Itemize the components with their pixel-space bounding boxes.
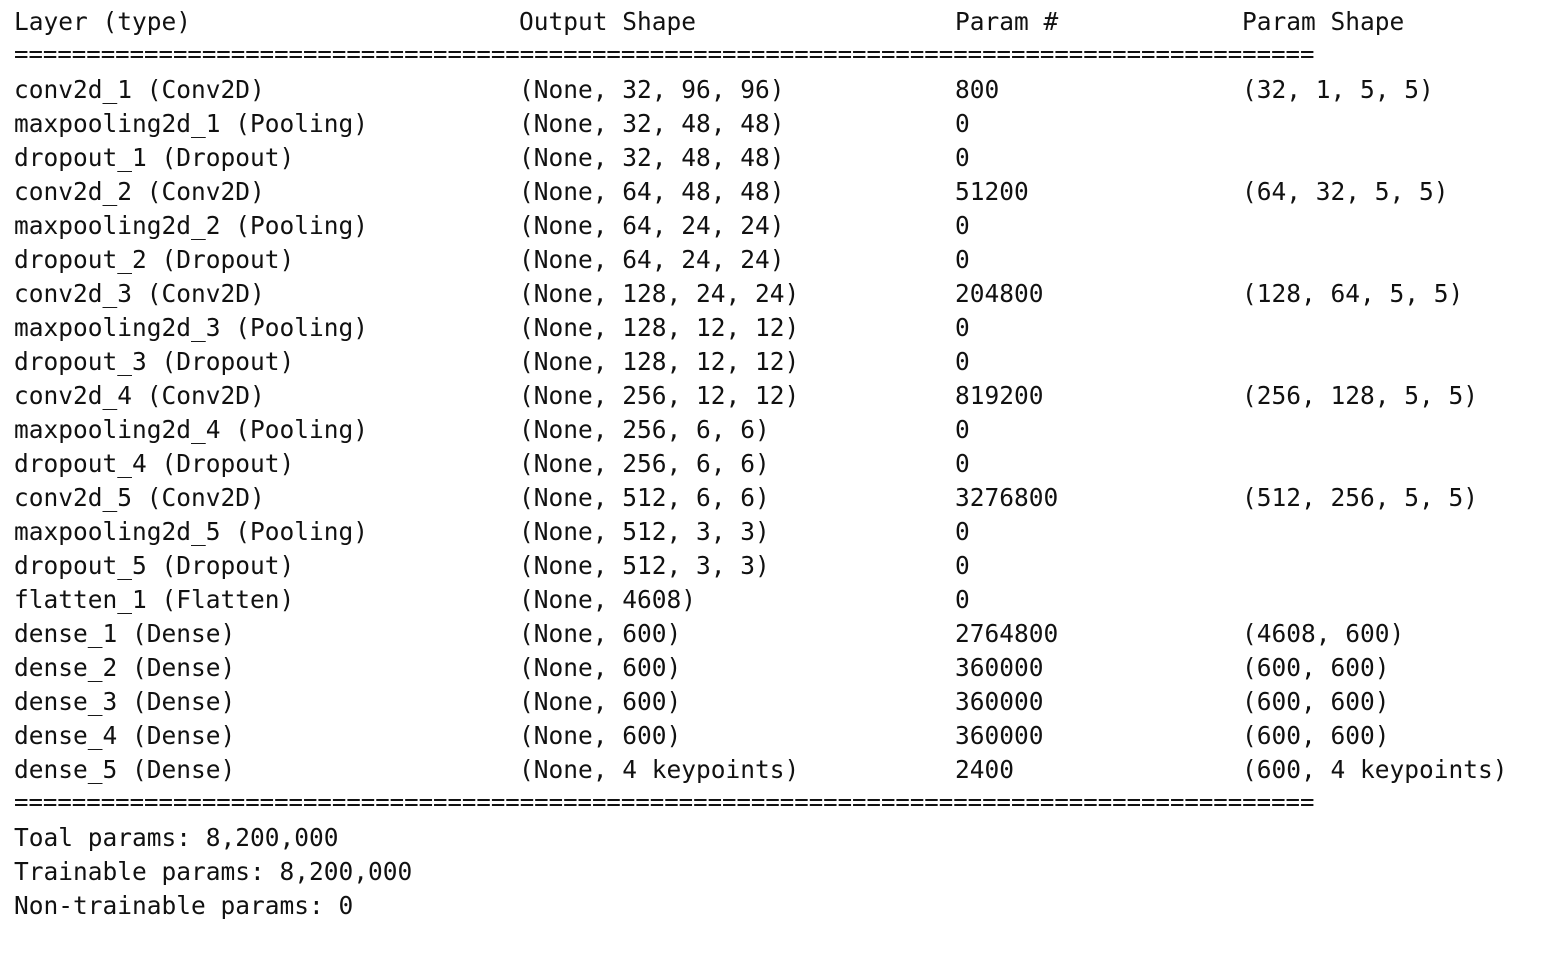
table-row	[14, 311, 970, 345]
header-layer: Layer (type)	[14, 7, 192, 36]
row-output-shape: (None, 4 keypoints)	[519, 755, 800, 784]
table-row	[14, 413, 970, 447]
row-layer: dropout_3 (Dropout)	[14, 347, 295, 376]
row-param-count: 360000	[955, 687, 1044, 716]
header-param-shape: Param Shape	[1242, 7, 1405, 36]
row-param-shape: (600, 600)	[1242, 653, 1390, 682]
table-row	[14, 447, 970, 481]
row-layer: dropout_2 (Dropout)	[14, 245, 295, 274]
row-output-shape: (None, 512, 6, 6)	[519, 483, 770, 512]
table-row	[14, 685, 1390, 719]
row-layer: dense_3 (Dense)	[14, 687, 236, 716]
row-param-count: 2764800	[955, 619, 1059, 648]
row-layer: dropout_1 (Dropout)	[14, 143, 295, 172]
row-layer: dense_4 (Dense)	[14, 721, 236, 750]
row-layer: conv2d_2 (Conv2D)	[14, 177, 265, 206]
row-param-count: 800	[955, 75, 1000, 104]
row-param-shape: (600, 4 keypoints)	[1242, 755, 1508, 784]
row-param-count: 0	[955, 211, 970, 240]
row-param-count: 0	[955, 551, 970, 580]
row-param-count: 2400	[955, 755, 1015, 784]
table-row	[14, 379, 1479, 413]
row-output-shape: (None, 64, 48, 48)	[519, 177, 785, 206]
top-separator: ==========================================================================================	[14, 45, 1315, 63]
table-row	[14, 549, 970, 583]
table-row	[14, 243, 970, 277]
row-layer: dropout_4 (Dropout)	[14, 449, 295, 478]
row-param-count: 0	[955, 245, 970, 274]
table-row	[14, 515, 970, 549]
row-param-count: 204800	[955, 279, 1044, 308]
row-param-shape: (64, 32, 5, 5)	[1242, 177, 1449, 206]
row-layer: maxpooling2d_5 (Pooling)	[14, 517, 369, 546]
table-row	[14, 277, 1464, 311]
row-layer: flatten_1 (Flatten)	[14, 585, 295, 614]
row-output-shape: (None, 4608)	[519, 585, 697, 614]
row-output-shape: (None, 256, 6, 6)	[519, 449, 770, 478]
row-param-count: 360000	[955, 721, 1044, 750]
row-output-shape: (None, 512, 3, 3)	[519, 517, 770, 546]
table-row	[14, 345, 970, 379]
row-param-count: 0	[955, 347, 970, 376]
row-layer: dense_5 (Dense)	[14, 755, 236, 784]
row-param-shape: (32, 1, 5, 5)	[1242, 75, 1434, 104]
row-layer: maxpooling2d_4 (Pooling)	[14, 415, 369, 444]
row-output-shape: (None, 32, 48, 48)	[519, 109, 785, 138]
row-output-shape: (None, 256, 12, 12)	[519, 381, 800, 410]
header-param-count: Param #	[955, 7, 1059, 36]
row-output-shape: (None, 256, 6, 6)	[519, 415, 770, 444]
row-output-shape: (None, 600)	[519, 653, 682, 682]
row-layer: conv2d_3 (Conv2D)	[14, 279, 265, 308]
table-header	[14, 5, 1405, 39]
non-trainable-params: Non-trainable params: 0	[14, 891, 354, 920]
row-layer: conv2d_4 (Conv2D)	[14, 381, 265, 410]
table-row	[14, 617, 1405, 651]
header-output-shape: Output Shape	[519, 7, 697, 36]
row-param-shape: (4608, 600)	[1242, 619, 1405, 648]
row-output-shape: (None, 600)	[519, 687, 682, 716]
row-output-shape: (None, 128, 12, 12)	[519, 347, 800, 376]
row-param-count: 0	[955, 313, 970, 342]
row-layer: conv2d_5 (Conv2D)	[14, 483, 265, 512]
table-row	[14, 107, 970, 141]
row-output-shape: (None, 600)	[519, 619, 682, 648]
row-output-shape: (None, 128, 12, 12)	[519, 313, 800, 342]
row-param-count: 51200	[955, 177, 1029, 206]
row-output-shape: (None, 32, 96, 96)	[519, 75, 785, 104]
table-row	[14, 481, 1479, 515]
row-param-count: 0	[955, 415, 970, 444]
row-param-shape: (256, 128, 5, 5)	[1242, 381, 1479, 410]
table-row	[14, 651, 1390, 685]
bottom-separator: ==========================================================================================	[14, 793, 1315, 811]
row-layer: conv2d_1 (Conv2D)	[14, 75, 265, 104]
table-row	[14, 141, 970, 175]
total-params: Toal params: 8,200,000	[14, 823, 339, 852]
row-param-count: 360000	[955, 653, 1044, 682]
row-param-count: 3276800	[955, 483, 1059, 512]
table-row	[14, 209, 970, 243]
table-row	[14, 175, 1449, 209]
trainable-params: Trainable params: 8,200,000	[14, 857, 413, 886]
row-output-shape: (None, 32, 48, 48)	[519, 143, 785, 172]
row-param-count: 0	[955, 585, 970, 614]
row-param-shape: (128, 64, 5, 5)	[1242, 279, 1464, 308]
row-output-shape: (None, 600)	[519, 721, 682, 750]
row-param-count: 0	[955, 143, 970, 172]
row-param-count: 0	[955, 517, 970, 546]
row-layer: dense_1 (Dense)	[14, 619, 236, 648]
row-param-count: 819200	[955, 381, 1044, 410]
row-output-shape: (None, 64, 24, 24)	[519, 245, 785, 274]
row-param-count: 0	[955, 449, 970, 478]
table-row	[14, 73, 1434, 107]
row-output-shape: (None, 512, 3, 3)	[519, 551, 770, 580]
table-row	[14, 753, 1508, 787]
row-param-shape: (600, 600)	[1242, 721, 1390, 750]
row-output-shape: (None, 128, 24, 24)	[519, 279, 800, 308]
row-param-shape: (512, 256, 5, 5)	[1242, 483, 1479, 512]
row-layer: maxpooling2d_3 (Pooling)	[14, 313, 369, 342]
table-row	[14, 583, 970, 617]
row-layer: maxpooling2d_1 (Pooling)	[14, 109, 369, 138]
row-layer: dense_2 (Dense)	[14, 653, 236, 682]
row-output-shape: (None, 64, 24, 24)	[519, 211, 785, 240]
row-param-shape: (600, 600)	[1242, 687, 1390, 716]
row-layer: dropout_5 (Dropout)	[14, 551, 295, 580]
row-param-count: 0	[955, 109, 970, 138]
row-layer: maxpooling2d_2 (Pooling)	[14, 211, 369, 240]
table-row	[14, 719, 1390, 753]
